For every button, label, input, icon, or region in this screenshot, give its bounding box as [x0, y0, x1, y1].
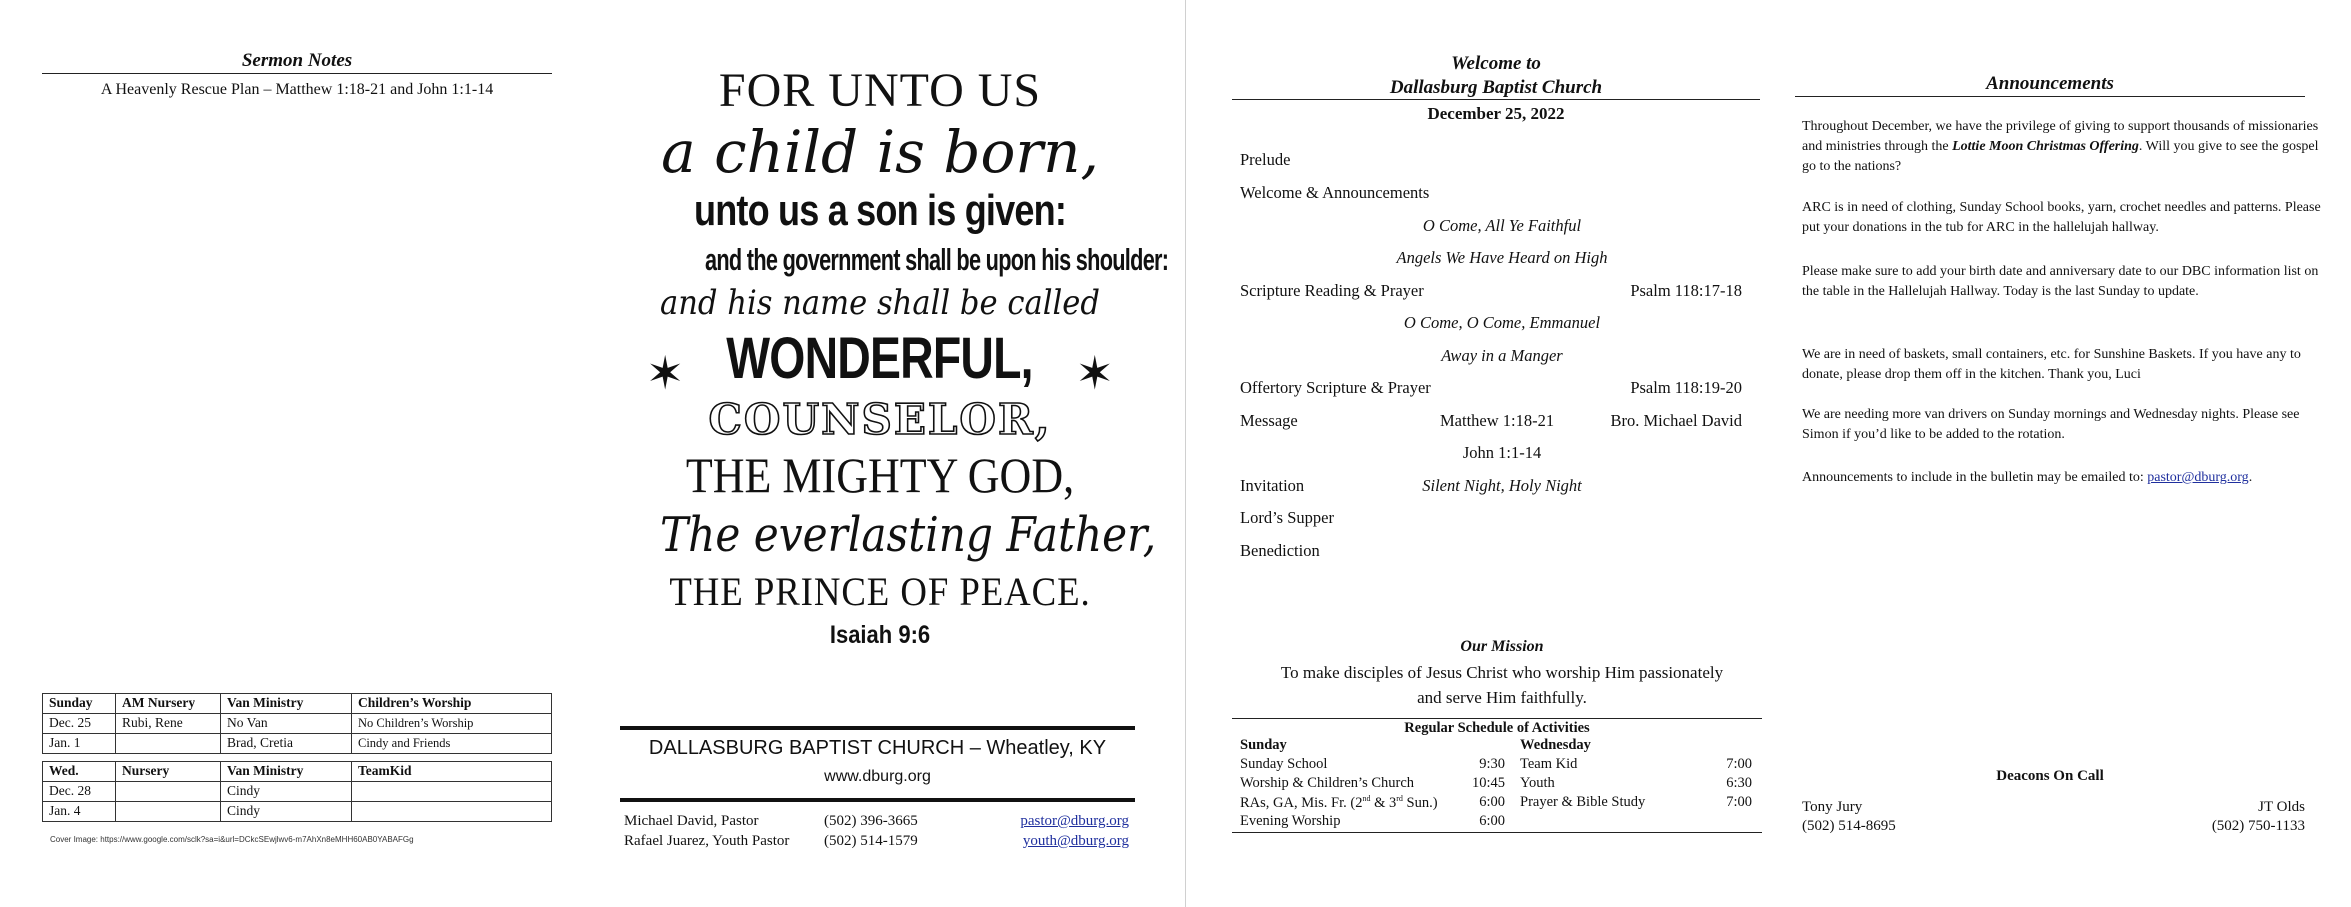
invitation-hymn: Silent Night, Holy Night	[1422, 476, 1582, 495]
art-line-10: THE PRINCE OF PEACE.	[669, 569, 1091, 614]
staff-phone: (502) 514-1579	[824, 833, 918, 849]
page-divider	[1185, 0, 1186, 907]
announcement-item: We are needing more van drivers on Sunday mornings and Wednesday nights. Please see Simon if you’d like to be added to the rotation.	[1802, 407, 2300, 442]
table-cell: Cindy	[221, 802, 352, 822]
table-row	[43, 782, 552, 802]
scripture-ref: Psalm 118:17-18	[1630, 281, 1742, 300]
staff-name: Rafael Juarez, Youth Pastor	[624, 833, 790, 849]
mission-statement	[1232, 660, 1772, 710]
activity-time: 9:30	[1479, 756, 1505, 772]
order-welcome: Welcome & Announcements	[1240, 183, 1430, 202]
activity-name: Worship & Children’s Church	[1240, 775, 1415, 791]
hymn-3: O Come, O Come, Emmanuel	[1403, 313, 1601, 332]
activity-name: Evening Worship	[1240, 813, 1341, 829]
art-line-1: FOR UNTO US	[718, 64, 1042, 117]
announcements-rule	[1795, 96, 2305, 97]
deacon-left	[1802, 798, 1896, 836]
order-benediction: Benediction	[1240, 541, 1320, 560]
announcement-item: We are in need of baskets, small containers, etc. for Sunshine Baskets. If you have any to donate, please drop them off in the kitchen. Thank you, Luci	[1802, 347, 2301, 382]
art-line-8: THE MIGHTY GOD,	[685, 447, 1075, 503]
table-row	[43, 694, 552, 714]
table-cell	[116, 782, 221, 802]
order-lords-supper: Lord’s Supper	[1240, 508, 1334, 527]
offertory-ref: Psalm 118:19-20	[1630, 378, 1742, 397]
table-header: Children’s Worship	[352, 694, 552, 714]
activity-time: 7:00	[1726, 794, 1752, 810]
deacon-name: Tony Jury	[1802, 799, 1863, 815]
activity-time: 6:30	[1726, 775, 1752, 791]
table-cell: No Children’s Worship	[352, 714, 552, 734]
table-row	[43, 734, 552, 754]
table-cell	[352, 802, 552, 822]
activity-time: 7:00	[1726, 756, 1752, 772]
sermon-notes-rule	[42, 73, 552, 74]
activity-name: Youth	[1520, 775, 1555, 791]
list-item	[1240, 813, 1505, 830]
message-ref-2: John 1:1-14	[1462, 443, 1542, 462]
church-bottom-rule	[620, 798, 1135, 802]
regular-sunday-label: Sunday	[1240, 737, 1287, 753]
art-line-5: and his name shall be called	[659, 283, 1101, 323]
order-message: Message	[1240, 411, 1298, 430]
welcome-rule	[1232, 99, 1760, 100]
order-prelude: Prelude	[1240, 150, 1291, 169]
art-line-7: COUNSELOR,	[708, 395, 1052, 444]
art-line-9: The everlasting Father,	[660, 507, 1157, 563]
art-line-3: unto us a son is given:	[693, 186, 1067, 235]
announcement-item: Please make sure to add your birth date and anniversary date to our DBC information list on the table in the Hallelujah Hallway. Today is the last Sunday to update.	[1802, 264, 2319, 299]
table-cell: No Van	[221, 714, 352, 734]
message-speaker: Bro. Michael David	[1610, 411, 1742, 430]
cover-image-credit: Cover Image: https://www.google.com/sclk?sa=i&url=DCkcSEwjlwv6-m7AhXn8eMHH60AB0YABAFGg	[50, 835, 414, 844]
activity-name: Team Kid	[1520, 756, 1578, 772]
hymn-4: Away in a Manger	[1441, 346, 1563, 365]
activity-time: 10:45	[1471, 775, 1505, 791]
table-header: Van Ministry	[221, 762, 352, 782]
table-cell: Brad, Cretia	[221, 734, 352, 754]
table-cell: Cindy and Friends	[352, 734, 552, 754]
sermon-notes-subtitle: A Heavenly Rescue Plan – Matthew 1:18-21 and John 1:1-14	[100, 81, 494, 98]
order-scripture: Scripture Reading & Prayer	[1240, 281, 1424, 300]
welcome-line-2: Dallasburg Baptist Church	[1389, 77, 1603, 98]
table-cell: Rubi, Rene	[116, 714, 221, 734]
hymn-1: O Come, All Ye Faithful	[1422, 216, 1582, 235]
activity-name: Prayer & Bible Study	[1520, 794, 1646, 810]
table-header: AM Nursery	[116, 694, 221, 714]
star-icon: ✶	[645, 348, 685, 400]
announcement-item: Throughout December, we have the privilege of giving to support thousands of missionaries and ministries through the Lottie Moon Christmas Offering. Will you give to see the gospel go to the nations?	[1802, 119, 2319, 174]
activity-time: 6:00	[1479, 813, 1505, 829]
mission-line-1: To make disciples of Jesus Christ who worship Him passionately	[1280, 663, 1724, 682]
sermon-notes-title: Sermon Notes	[241, 50, 353, 71]
activity-name: Sunday School	[1240, 756, 1328, 772]
table-row	[43, 802, 552, 822]
scripture-art	[630, 62, 1169, 652]
table-row	[43, 762, 552, 782]
message-ref: Matthew 1:18-21	[1440, 411, 1555, 430]
schedule-bottom-rule	[1232, 832, 1762, 833]
welcome-line-1: Welcome to	[1451, 53, 1541, 74]
announcement-email-link[interactable]: pastor@dburg.org	[2147, 470, 2249, 485]
star-icon: ✶	[1075, 348, 1115, 400]
deacon-name: JT Olds	[2258, 799, 2305, 815]
table-header: Wed.	[43, 762, 116, 782]
church-name: DALLASBURG BAPTIST CHURCH – Wheatley, KY	[648, 737, 1107, 759]
deacon-right	[2100, 798, 2305, 836]
sunday-schedule-table	[42, 693, 552, 754]
regular-schedule-title: Regular Schedule of Activities	[1404, 720, 1590, 736]
table-cell: Jan. 1	[43, 734, 116, 754]
staff-email-link[interactable]: pastor@dburg.org	[1020, 813, 1129, 829]
mission-title: Our Mission	[1460, 638, 1544, 655]
order-invitation: Invitation	[1240, 476, 1305, 495]
list-item	[1240, 794, 1505, 812]
mission-line-2: and serve Him faithfully.	[1417, 688, 1587, 707]
service-date: December 25, 2022	[1427, 104, 1565, 123]
list-item	[1240, 775, 1505, 792]
list-item	[1520, 756, 1752, 773]
table-header: Sunday	[43, 694, 116, 714]
scripture-reference: Isaiah 9:6	[829, 621, 931, 649]
table-cell: Dec. 25	[43, 714, 116, 734]
table-header: TeamKid	[352, 762, 552, 782]
regular-wednesday-label: Wednesday	[1520, 737, 1591, 753]
announcements-title: Announcements	[1986, 73, 2114, 94]
wednesday-schedule-table	[42, 761, 552, 822]
hymn-2: Angels We Have Heard on High	[1396, 248, 1608, 267]
order-offertory: Offertory Scripture & Prayer	[1240, 378, 1431, 397]
art-line-6: WONDERFUL,	[726, 326, 1034, 391]
table-cell: Cindy	[221, 782, 352, 802]
list-item	[1520, 794, 1752, 811]
schedule-top-rule	[1232, 718, 1762, 719]
table-header: Van Ministry	[221, 694, 352, 714]
staff-phone: (502) 396-3665	[824, 813, 918, 829]
table-cell	[352, 782, 552, 802]
list-item	[1240, 756, 1505, 773]
deacon-phone: (502) 514-8695	[1802, 818, 1896, 834]
art-line-4: and the government shall be upon his shoulder:	[705, 242, 1169, 277]
deacons-title: Deacons On Call	[1996, 768, 2104, 784]
deacon-phone: (502) 750-1133	[2211, 818, 2305, 834]
announcement-item: ARC is in need of clothing, Sunday School books, yarn, crochet needles and patterns. Please put your donations in the tub for ARC in the hallelujah hallway.	[1802, 200, 2321, 235]
church-top-rule	[620, 726, 1135, 730]
table-header: Nursery	[116, 762, 221, 782]
table-cell	[116, 734, 221, 754]
table-cell: Jan. 4	[43, 802, 116, 822]
activity-time: 6:00	[1479, 794, 1505, 810]
list-item	[1520, 775, 1752, 792]
activity-name: RAs, GA, Mis. Fr. (2nd & 3rd Sun.)	[1240, 794, 1438, 811]
welcome-title	[1232, 52, 1760, 100]
announcement-item: Announcements to include in the bulletin may be emailed to: pastor@dburg.org.	[1802, 470, 2253, 485]
art-line-2: a child is born,	[661, 118, 1099, 186]
table-row	[43, 714, 552, 734]
table-cell	[116, 802, 221, 822]
staff-email-link[interactable]: youth@dburg.org	[1022, 833, 1129, 849]
staff-name: Michael David, Pastor	[624, 813, 759, 829]
church-website: www.dburg.org	[824, 768, 931, 785]
table-cell: Dec. 28	[43, 782, 116, 802]
art-line-6-wrap	[630, 324, 1130, 400]
